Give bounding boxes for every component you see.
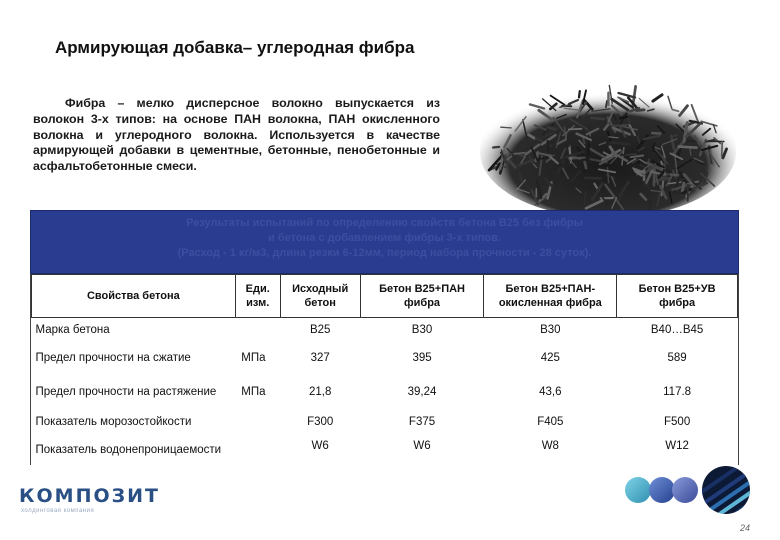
table-cell: W12 [665, 439, 689, 452]
table-header-row [32, 275, 738, 318]
fiber-strand [585, 162, 587, 168]
fiber-strand [671, 135, 677, 136]
company-logo [19, 485, 160, 514]
table-cell: МПа [241, 352, 266, 364]
column-header: Свойства бетона [32, 275, 236, 318]
table-row [32, 342, 738, 375]
fiber-strand [612, 125, 627, 126]
results-caption-line: и бетона с добавлением фибры 3-х типов. [268, 232, 501, 244]
table-cell: F375 [408, 416, 436, 428]
properties-table [31, 274, 738, 466]
fiber-strand [606, 101, 607, 107]
column-header: Еди. изм. [235, 275, 280, 318]
column-header: Бетон В25+УВ фибра [617, 275, 738, 318]
column-header: Бетон В25+ПАН фибра [360, 275, 484, 318]
table-row [32, 409, 738, 436]
table-cell: Предел прочности на сжатие [35, 352, 191, 364]
table-cell: W6 [413, 439, 431, 452]
fiber-strand [565, 133, 566, 140]
table-cell: Марка бетона [35, 323, 110, 336]
fiber-strand [690, 149, 691, 155]
table-cell: Предел прочности на растяжение [35, 385, 217, 398]
table-cell: 425 [540, 352, 560, 364]
table-cell: 39,24 [407, 385, 437, 398]
table-cell: В30 [540, 323, 561, 336]
table-cell: F300 [307, 416, 334, 428]
table-row [32, 436, 738, 466]
intro-paragraph: Фибра – мелко дисперсное волокно выпускается из волокон 3-х типов: на основе ПАН волокна, ПАН окисленного волокна и углеродного волокна. Используется в качестве армирующей добавки в цементные, бетонные, пенобетонные и асфальтобетонные смеси. [33, 96, 440, 174]
table-cell: 589 [667, 352, 687, 364]
fiber-strand [650, 197, 651, 210]
fiber-strand [501, 127, 511, 128]
results-caption [31, 216, 738, 261]
results-caption-line: Результаты испытаний по определению свойств бетона В25 без фибры [186, 217, 583, 229]
table-cell: F405 [537, 416, 564, 428]
results-caption-panel [30, 210, 739, 274]
table-cell: Показатель морозостойкости [35, 416, 192, 428]
column-header: Бетон В25+ПАН-окисленная фибра [484, 275, 617, 318]
logo-wordmark: КОМПОЗИТ [19, 485, 161, 507]
table-cell: 43,6 [539, 385, 562, 398]
table-cell [235, 318, 280, 342]
table-cell: В25 [309, 323, 331, 336]
table-cell [235, 436, 280, 466]
fiber-strand [558, 168, 560, 174]
slide-title: Армирующая добавка– углеродная фибра [55, 38, 415, 57]
table-cell: 395 [412, 352, 432, 364]
table-cell: 21,8 [308, 385, 332, 398]
page-number: 24 [740, 523, 751, 533]
table-cell: В40…В45 [650, 323, 704, 336]
properties-table-frame [30, 274, 739, 465]
column-header: Исходный бетон [280, 275, 360, 318]
fiber-strand [571, 158, 585, 159]
fiber-strand [722, 142, 723, 156]
fiber-strand [548, 127, 556, 129]
table-cell: 327 [310, 352, 330, 364]
table-cell: F500 [664, 416, 691, 428]
table-cell: Показатель водонепроницаемости [35, 444, 222, 456]
table-cell: W8 [541, 439, 559, 452]
fiber-strand [591, 118, 604, 119]
fiber-strand [611, 143, 630, 145]
logo-tagline: холдинговая компания [21, 508, 95, 514]
fiber-strand [679, 147, 697, 148]
table-cell [235, 409, 280, 436]
table-cell: В30 [411, 323, 433, 336]
fiber-strand [493, 147, 499, 148]
fiber-strand [620, 117, 627, 119]
carbon-fiber-photo [470, 72, 740, 222]
table-row [32, 375, 738, 409]
table-cell: W6 [311, 439, 329, 452]
fiber-strand [569, 129, 582, 130]
results-caption-line: (Расход - 1 кг/м3, длина резки 6-12мм, период набора прочности - 28 суток). [177, 247, 592, 259]
table-cell: 117.8 [663, 385, 692, 398]
table-cell: МПа [241, 385, 266, 398]
fiber-strand [652, 133, 660, 134]
decorative-circles-icon [622, 466, 762, 518]
fiber-strand [579, 91, 580, 97]
table-row [32, 318, 738, 342]
